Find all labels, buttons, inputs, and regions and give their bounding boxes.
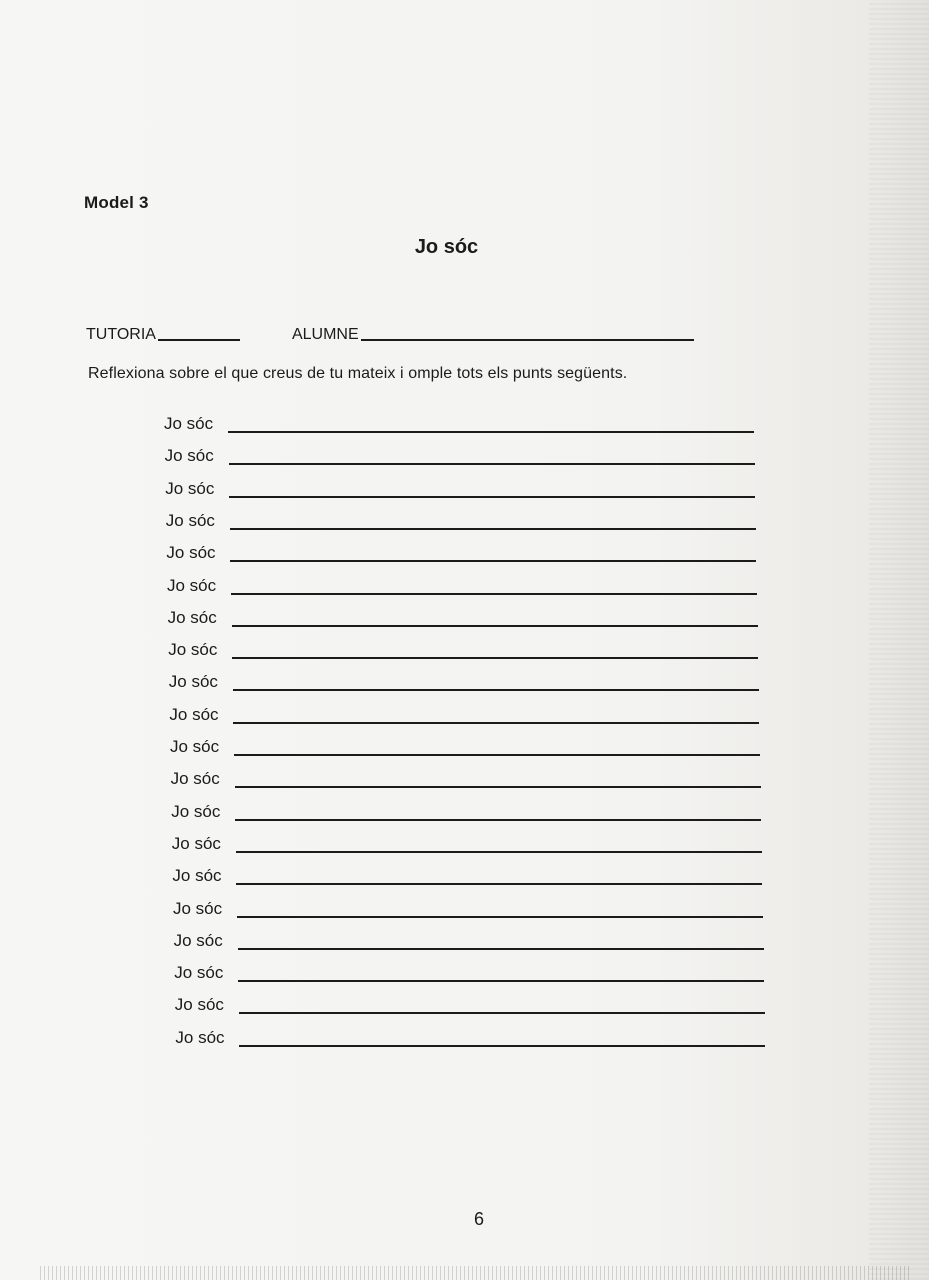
answer-line (165, 442, 755, 466)
answer-line-blank[interactable] (229, 462, 755, 465)
answer-line-label: Jo sóc (168, 672, 218, 692)
answer-line-label: Jo sóc (164, 414, 214, 433)
page-title: Jo sóc (414, 236, 479, 258)
answer-line-label: Jo sóc (171, 801, 221, 821)
answer-line-blank[interactable] (238, 979, 764, 982)
model-label: Model 3 (84, 193, 149, 212)
answer-line-label: Jo sóc (171, 833, 221, 853)
answer-line-label: Jo sóc (174, 995, 224, 1015)
answer-line (175, 1024, 765, 1048)
tutoria-label: TUTORIA (86, 326, 156, 343)
tutoria-field[interactable] (158, 323, 240, 341)
page-number: 6 (473, 1209, 484, 1229)
alumne-label: ALUMNE (291, 326, 359, 343)
answer-line-label: Jo sóc (166, 543, 216, 563)
answer-line-blank[interactable] (239, 1044, 765, 1047)
answer-line-blank[interactable] (230, 527, 756, 530)
answer-line-label: Jo sóc (167, 575, 217, 595)
answer-line-blank[interactable] (236, 850, 762, 853)
answer-line-blank[interactable] (232, 656, 758, 659)
answer-line-blank[interactable] (229, 495, 755, 498)
answer-line (165, 475, 755, 499)
answer-line (168, 636, 758, 660)
answer-line-blank[interactable] (233, 688, 759, 691)
scan-bottom-noise (40, 1266, 910, 1280)
scan-edge-shadow (869, 0, 929, 1280)
answer-line-blank[interactable] (235, 785, 761, 788)
answer-line-blank[interactable] (236, 882, 762, 885)
answer-line (173, 895, 763, 919)
answer-line (164, 410, 754, 434)
instructions-text: Reflexiona sobre el que creus de tu mateix i omple tots els punts següents. (88, 365, 628, 382)
answer-line-label: Jo sóc (169, 704, 219, 724)
alumne-field[interactable] (361, 323, 694, 341)
answer-line-blank[interactable] (228, 430, 754, 433)
answer-line-label: Jo sóc (174, 963, 224, 983)
answer-line-blank[interactable] (235, 818, 761, 821)
answer-line (171, 765, 761, 789)
answer-line-label: Jo sóc (164, 446, 214, 466)
answer-line-label: Jo sóc (165, 510, 215, 530)
answer-line (170, 733, 760, 757)
answer-line (174, 927, 764, 951)
answer-line-blank[interactable] (230, 559, 756, 562)
answer-line-blank[interactable] (231, 592, 757, 595)
answer-line-blank[interactable] (239, 1011, 765, 1014)
answer-line-blank[interactable] (232, 624, 758, 627)
answer-line (172, 830, 762, 854)
answer-line (169, 668, 759, 692)
answer-line (169, 701, 759, 725)
answer-line-blank[interactable] (238, 947, 764, 950)
answer-line (168, 604, 758, 628)
answer-line-label: Jo sóc (165, 478, 215, 498)
answer-line (175, 991, 765, 1015)
student-info-row (86, 323, 694, 344)
answer-line-label: Jo sóc (173, 930, 223, 950)
answer-line-label: Jo sóc (173, 898, 223, 918)
answer-line-label: Jo sóc (172, 866, 222, 886)
answer-line (166, 507, 756, 531)
answer-line-blank[interactable] (237, 915, 763, 918)
answer-line (174, 959, 764, 983)
answer-line-blank[interactable] (233, 721, 759, 724)
answer-line-label: Jo sóc (167, 607, 217, 627)
answer-line (172, 862, 762, 886)
answer-line-label: Jo sóc (170, 737, 220, 756)
answer-line-label: Jo sóc (175, 1027, 225, 1047)
answer-line (166, 539, 756, 563)
answer-line (167, 572, 757, 596)
answer-line-label: Jo sóc (168, 640, 218, 660)
answer-line-blank[interactable] (234, 753, 760, 756)
answer-line-label: Jo sóc (170, 769, 220, 789)
answer-line (171, 798, 761, 822)
